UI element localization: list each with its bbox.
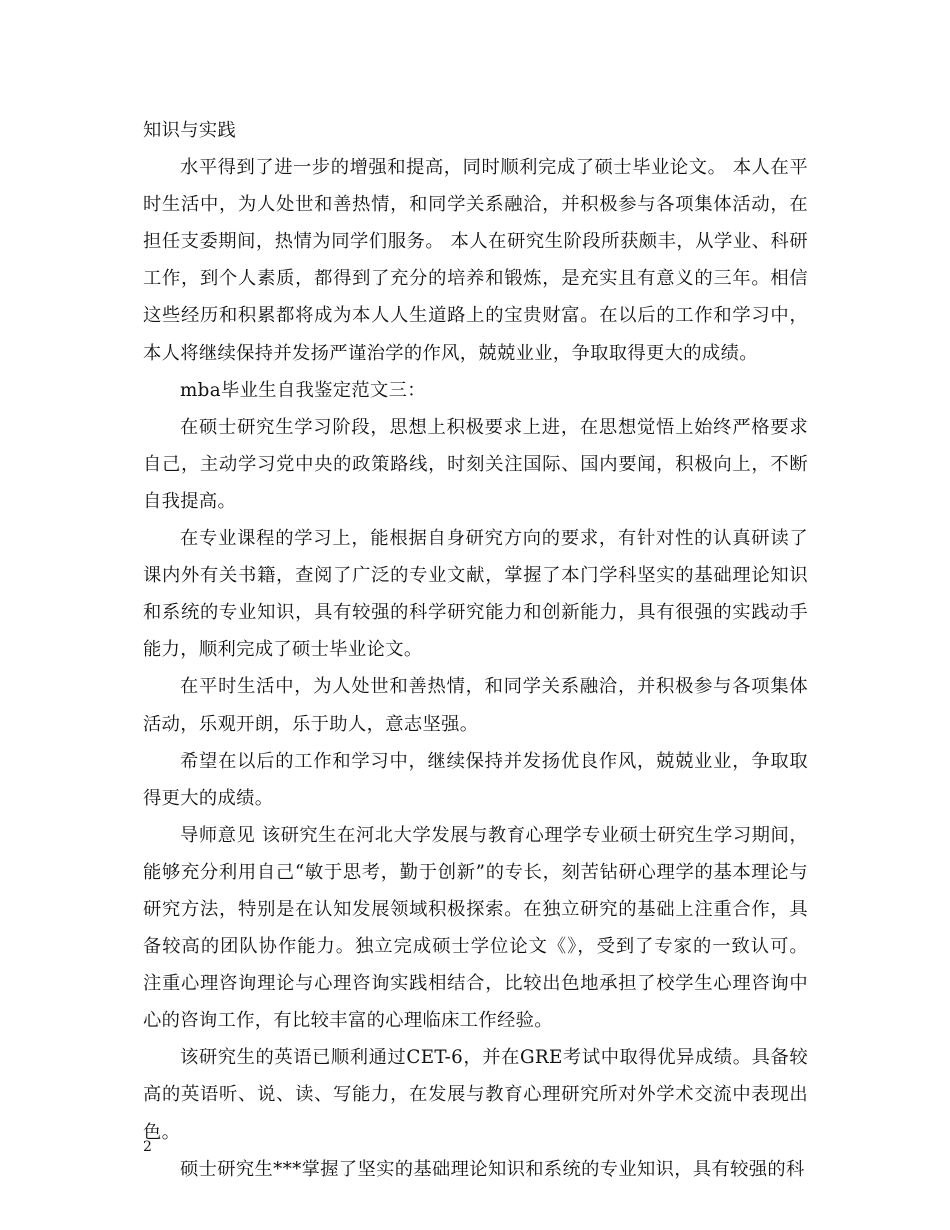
page-number: 2 [143,1139,152,1155]
paragraph-2: mba毕业生自我鉴定范文三： [180,379,426,401]
paragraph-9: 硕士研究生***掌握了坚实的基础理论知识和系统的专业知识，具有较强的科 [180,1158,805,1180]
paragraph-6: 希望在以后的工作和学习中，继续保持并发扬优良作风，兢兢业业，争取取得更大的成绩。 [143,750,808,809]
paragraph-3: 在硕士研究生学习阶段，思想上积极要求上进，在思想觉悟上始终严格要求自己，主动学习党中央的政策路线，时刻关注国际、国内要闻，积极向上，不断自我提高。 [143,416,808,512]
paragraph-7: 导师意见 该研究生在河北大学发展与教育心理学专业硕士研究生学习期间，能够充分利用自己“敏于思考，勤于创新”的专长，刻苦钻研心理学的基本理论与研究方法，特别是在认知发展领域积极探索。在独立研究的基础上注重合作，具备较高的团队协作能力。独立完成硕士学位论文《》，受到了专家的一致认可。 注重心理咨询理论与心理咨询实践相结合，比较出色地承担了校学生心理咨询中心的咨询工作，有比较丰富的心理临床工作经验。 [143,824,808,1032]
paragraph-5: 在平时生活中，为人处世和善热情，和同学关系融洽，并积极参与各项集体活动，乐观开朗，乐于助人，意志坚强。 [143,676,808,735]
paragraph-0: 知识与实践 [143,120,237,141]
document-body [143,112,808,1188]
paragraph-1: 水平得到了进一步的增强和提高，同时顺利完成了硕士毕业论文。 本人在平时生活中，为人处世和善热情，和同学关系融洽，并积极参与各项集体活动，在担任支委期间，热情为同学们服务。 本人在研究生阶段所获颇丰，从学业、科研工作，到个人素质，都得到了充分的培养和锻炼，是充实且有意义的三年。相信这些经历和积累都将成为本人人生道路上的宝贵财富。在以后的工作和学习中，本人将继续保持并发扬严谨治学的作风，兢兢业业，争取取得更大的成绩。 [143,157,808,364]
paragraph-8: 该研究生的英语已顺利通过CET-6，并在GRE考试中取得优异成绩。具备较高的英语听、说、读、写能力，在发展与教育心理研究所对外学术交流中表现出色。 [143,1047,808,1143]
paragraph-4: 在专业课程的学习上，能根据自身研究方向的要求，有针对性的认真研读了课内外有关书籍，查阅了广泛的专业文献，掌握了本门学科坚实的基础理论知识和系统的专业知识，具有较强的科学研究能力和创新能力，具有很强的实践动手能力，顺利完成了硕士毕业论文。 [143,528,808,661]
